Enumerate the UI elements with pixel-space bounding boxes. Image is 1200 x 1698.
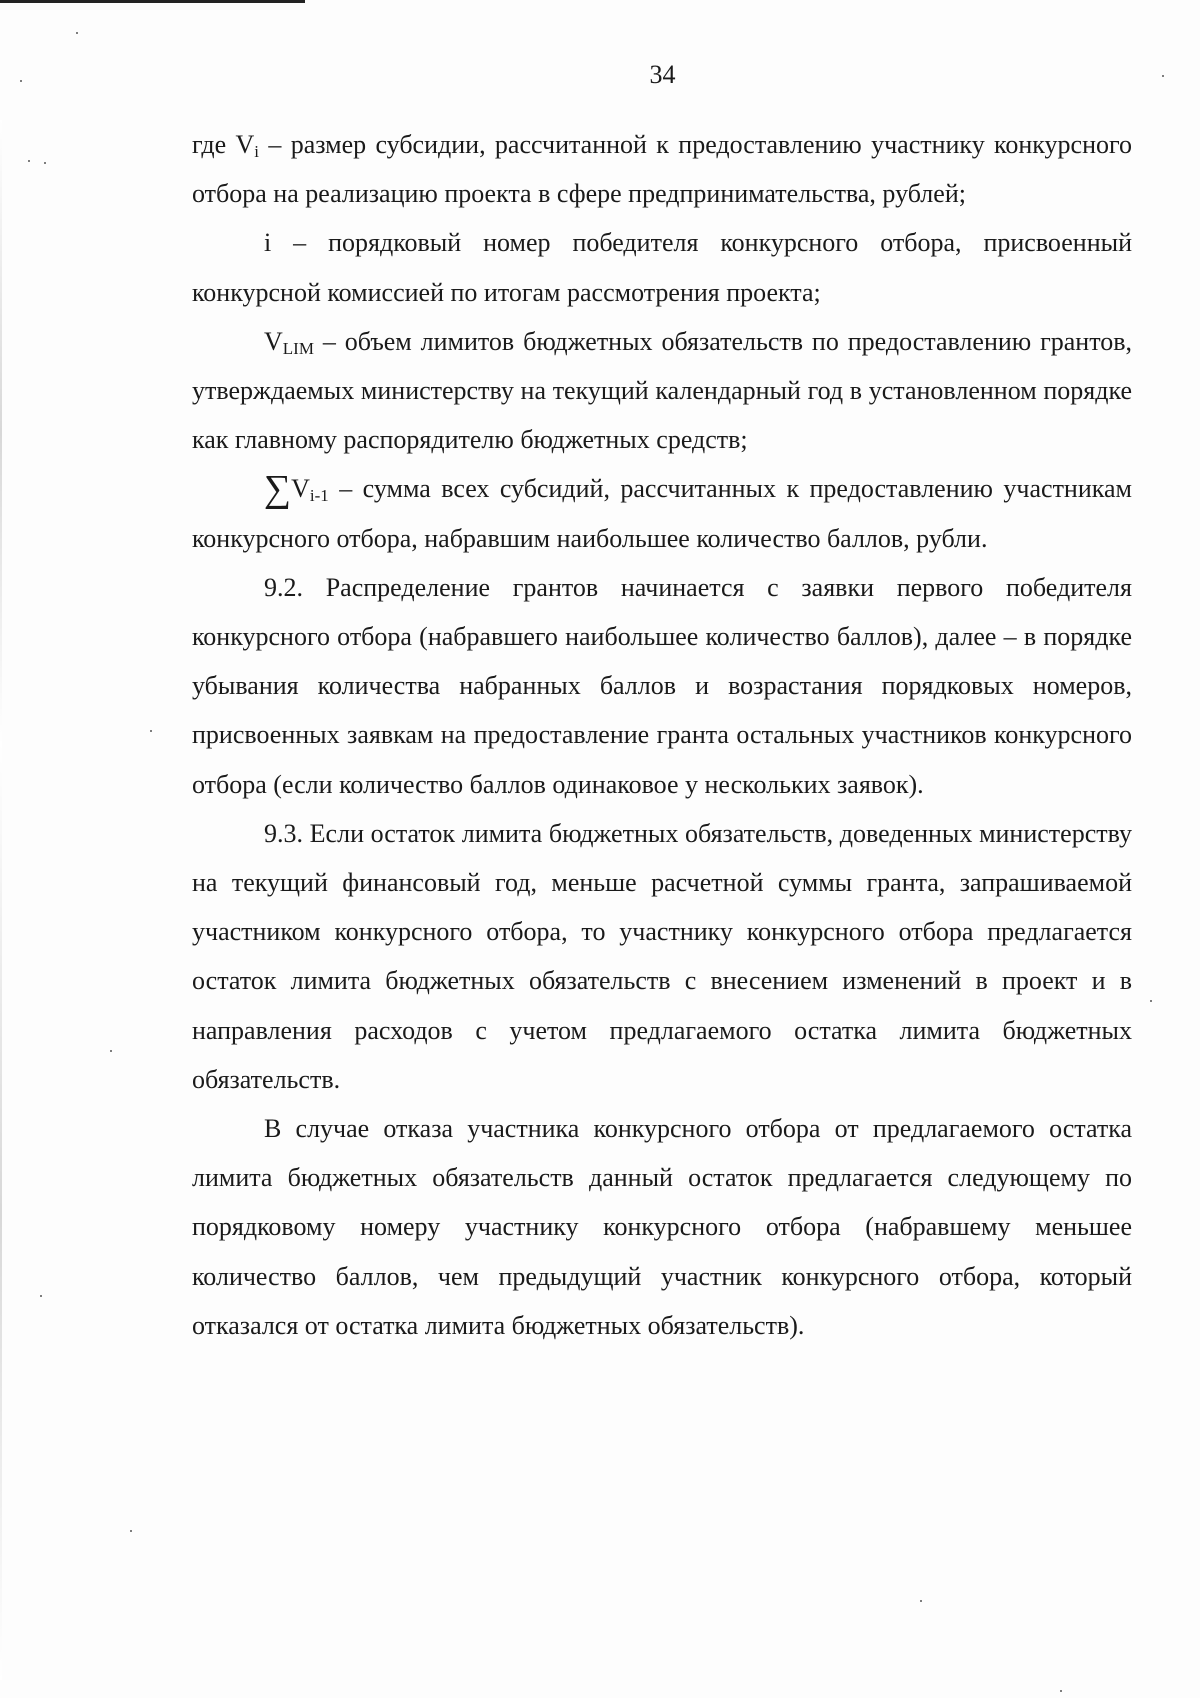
- vi-subscript: i: [254, 142, 259, 161]
- scan-speck: [110, 1050, 112, 1052]
- top-rule: [0, 0, 305, 3]
- paragraph-9-2: 9.2. Распределение грантов начинается с заявки первого победителя конкурсного отбора (набравшего наибольшее количество баллов), далее – в порядке убывания количества набранных баллов и возрастания порядковых номеров, присвоенных заявкам на предоставление гранта остальных участников конкурсного отбора (если количество баллов одинаковое у нескольких заявок).: [192, 572, 1132, 799]
- paragraph-9-3: 9.3. Если остаток лимита бюджетных обязательств, доведенных министерству на текущий финансовый год, меньше расчетной суммы гранта, запрашиваемой участником конкурсного отбора, то участнику конкурсного отбора предлагается остаток лимита бюджетных обязательств с внесением изменений в проект и в направления расходов с учетом предлагаемого остатка лимита бюджетных обязательств.: [192, 818, 1132, 1094]
- scan-speck: [1162, 75, 1164, 77]
- sum-subscript: i-1: [309, 486, 329, 506]
- paragraph-vi-definition: [192, 120, 1132, 218]
- sum-var-symbol: V: [291, 474, 310, 504]
- scan-speck: [28, 160, 30, 162]
- vi-definition-text: – размер субсидии, рассчитанной к предоставлению участнику конкурсного отбора на реализацию проекта в сфере предпринимательства, рублей;: [192, 130, 1132, 209]
- document-body: [192, 120, 1132, 1350]
- sum-definition-text: – сумма всех субсидий, рассчитанных к предоставлению участникам конкурсного отбора, набравшим наибольшее количество баллов, рубли.: [192, 474, 1132, 553]
- scan-speck: [40, 1295, 42, 1297]
- vlim-symbol: V: [264, 326, 283, 356]
- vlim-definition-text: – объем лимитов бюджетных обязательств по предоставлению грантов, утверждаемых министерству на текущий календарный год в установленном порядке как главному распорядителю бюджетных средств;: [192, 326, 1132, 455]
- scan-speck: [920, 1600, 922, 1602]
- vlim-subscript: LIM: [282, 338, 314, 358]
- scan-speck: [20, 80, 22, 82]
- scan-speck: [1060, 1690, 1062, 1692]
- sigma-symbol: ∑: [264, 468, 292, 511]
- paragraph-vlim-definition: [192, 317, 1132, 465]
- paragraph-i-definition: i – порядковый номер победителя конкурсного отбора, присвоенный конкурсной комиссией по итогам рассмотрения проекта;: [192, 228, 1132, 307]
- paragraph-sum-definition: [192, 464, 1132, 562]
- scan-speck: [150, 730, 152, 732]
- paragraph-refusal: В случае отказа участника конкурсного отбора от предлагаемого остатка лимита бюджетных обязательств данный остаток предлагается следующему по порядковому номеру участнику конкурсного отбора (набравшему меньшее количество баллов, чем предыдущий участник конкурсного отбора, который отказался от остатка лимита бюджетных обязательств).: [192, 1114, 1132, 1340]
- scan-speck: [130, 1530, 132, 1532]
- vi-lead: где V: [192, 130, 255, 159]
- scan-speck: [44, 162, 46, 164]
- scan-speck: [1150, 1000, 1152, 1002]
- scan-speck: [76, 32, 78, 34]
- scan-edge: [0, 120, 2, 1680]
- page-number: 34: [649, 60, 676, 89]
